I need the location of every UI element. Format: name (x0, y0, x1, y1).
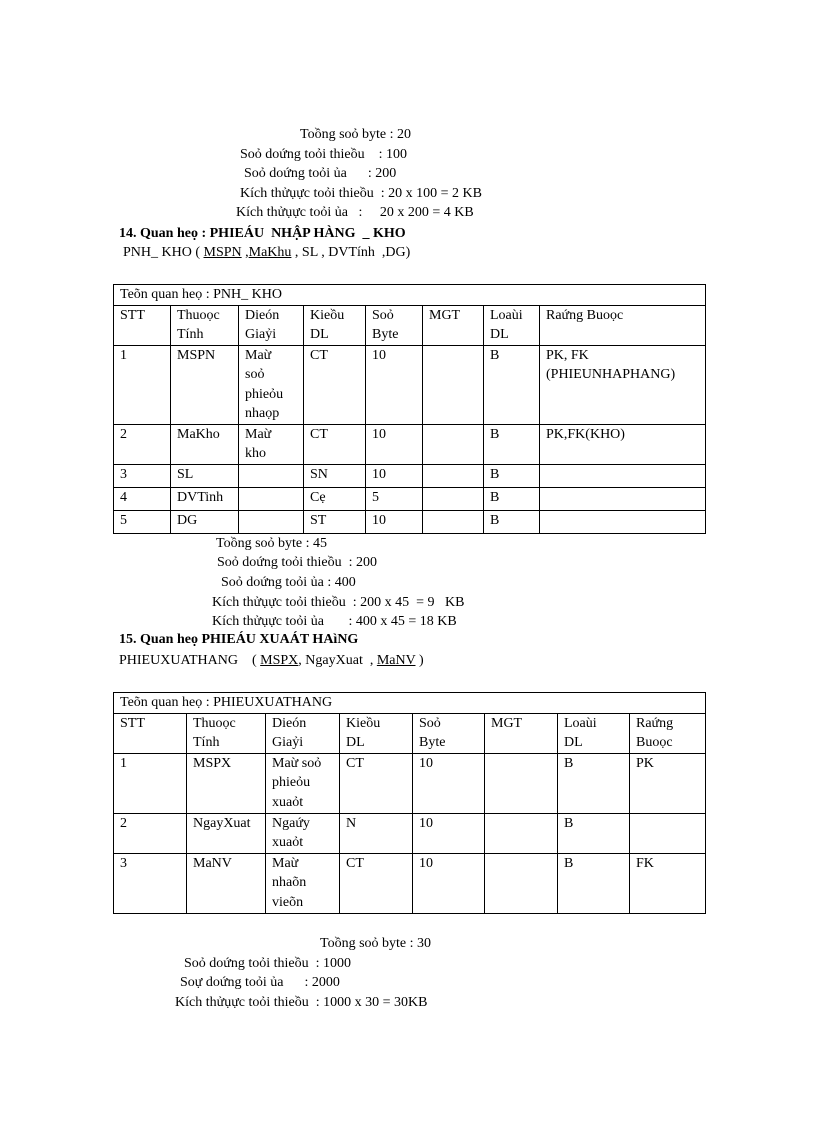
cell-desc (239, 487, 304, 510)
header-line: STT (120, 307, 145, 323)
header-line: Thuoọc (177, 307, 220, 323)
header-line: Soỏ (419, 715, 441, 731)
cell-dtype: B (484, 345, 540, 424)
cell-type: ST (304, 510, 366, 533)
header-line: MGT (491, 715, 523, 731)
cell-desc (266, 753, 340, 813)
total-bytes-14: Toồng soỏ byte : 45 (216, 536, 328, 551)
header-line: Buoọc (636, 735, 673, 750)
table-title: Teõn quan heọ : PHIEUXUATHANG (114, 693, 706, 714)
header-line: DL (346, 735, 365, 750)
cell-line: vieõn (272, 894, 304, 910)
cell-constraint (540, 510, 706, 533)
cell-stt: 1 (114, 753, 187, 813)
cell-bytes: 10 (366, 464, 423, 487)
cell-type: N (340, 813, 413, 853)
cell-attr: DVTinh (171, 487, 239, 510)
header-cell (114, 305, 171, 345)
cell-bytes: 10 (413, 853, 485, 913)
cell-line: Maừ (272, 855, 299, 871)
header-cell (423, 305, 484, 345)
header-cell (413, 713, 485, 753)
cell-stt: 3 (114, 853, 187, 913)
cell-type: CT (340, 853, 413, 913)
cell-line: soỏ (245, 367, 265, 382)
min-records-14: Soỏ doứng toỏi thieồu : 200 (217, 555, 378, 570)
section-15-schema: PHIEUXUATHANG ( MSPX, NgayXuat , MaNV ) (119, 653, 424, 668)
cell-mgt (423, 487, 484, 510)
cell-line: PK,FK(KHO) (546, 426, 625, 442)
min-records-13: Soỏ doứng toỏi thieồu : 100 (240, 147, 408, 162)
header-row (114, 713, 706, 753)
cell-line: Maừ (245, 347, 272, 363)
cell-line: Maừ (245, 426, 272, 442)
header-line: Giaỷi (245, 327, 277, 342)
header-line: Raứng Buoọc (546, 307, 624, 323)
max-records-14: Soỏ doứng toỏi ủa : 400 (221, 575, 356, 590)
total-bytes-15: Toồng soỏ byte : 30 (320, 936, 432, 951)
primary-key-makhu: MaKhu (248, 245, 292, 260)
header-line: Kieồu (310, 307, 345, 323)
table-row (114, 813, 706, 853)
cell-line: PK, FK (546, 347, 589, 363)
header-cell (171, 305, 239, 345)
cell-bytes: 5 (366, 487, 423, 510)
header-line: Dieón (245, 307, 280, 323)
header-line: DL (310, 327, 329, 342)
header-line: DL (490, 327, 509, 342)
cell-line: phieỏu (272, 775, 311, 790)
cell-mgt (485, 853, 558, 913)
cell-dtype: B (484, 464, 540, 487)
cell-desc (239, 510, 304, 533)
cell-type: Cẹ (304, 487, 366, 510)
header-line: DL (564, 735, 583, 750)
cell-bytes: 10 (413, 813, 485, 853)
cell-constraint (540, 345, 706, 424)
header-cell (340, 713, 413, 753)
cell-mgt (485, 813, 558, 853)
header-line: Byte (419, 735, 446, 750)
cell-mgt (423, 424, 484, 464)
cell-stt: 2 (114, 424, 171, 464)
cell-stt: 3 (114, 464, 171, 487)
cell-attr: MaNV (187, 853, 266, 913)
table-row (114, 487, 706, 510)
primary-key-mspx: MSPX (260, 653, 299, 668)
cell-mgt (423, 510, 484, 533)
cell-type: CT (340, 753, 413, 813)
cell-constraint (540, 424, 706, 464)
cell-desc (239, 345, 304, 424)
cell-line: xuaỏt (272, 794, 304, 810)
cell-attr: MSPN (171, 345, 239, 424)
cell-line: xuaỏt (272, 835, 304, 850)
cell-line: nhaọp (245, 406, 280, 421)
cell-line: (PHIEUNHAPHANG) (546, 367, 676, 382)
table-title: Teõn quan heọ : PNH_ KHO (114, 285, 706, 306)
cell-desc (266, 813, 340, 853)
header-line: Tính (177, 327, 204, 342)
min-size-14: Kích thửụực toỏi thieồu : 200 x 45 = 9 KB (212, 595, 465, 610)
header-line: Dieón (272, 715, 307, 731)
section-15-heading: 15. Quan heọ PHIEÁU XUAÁT HAìNG (119, 632, 359, 647)
section-14-schema: PNH_ KHO ( MSPN ,MaKhu , SL , DVTính ,DG) (123, 245, 411, 260)
header-cell (266, 713, 340, 753)
header-cell (540, 305, 706, 345)
header-cell (484, 305, 540, 345)
cell-stt: 4 (114, 487, 171, 510)
cell-mgt (423, 345, 484, 424)
header-line: Loaùi (564, 715, 597, 731)
header-cell (114, 713, 187, 753)
table-row (114, 510, 706, 533)
cell-line: phieỏu (245, 386, 284, 402)
min-size-15: Kích thửụực toỏi thieồu : 1000 x 30 = 30KB (175, 995, 428, 1010)
cell-dtype: B (558, 753, 630, 813)
header-cell (239, 305, 304, 345)
cell-attr: DG (171, 510, 239, 533)
max-records-13: Soỏ doứng toỏi ủa : 200 (244, 166, 397, 181)
foreign-key-manv: MaNV (376, 653, 416, 668)
header-line: MGT (429, 307, 461, 323)
cell-constraint (630, 753, 706, 813)
total-bytes-13: Toồng soỏ byte : 20 (300, 127, 412, 142)
cell-constraint (540, 464, 706, 487)
header-line: Loaùi (490, 307, 523, 323)
cell-dtype: B (484, 510, 540, 533)
cell-bytes: 10 (366, 424, 423, 464)
cell-mgt (485, 753, 558, 813)
header-cell (187, 713, 266, 753)
header-line: Soỏ (372, 307, 394, 323)
min-size-13: Kích thửụực toỏi thieồu : 20 x 100 = 2 KB (240, 186, 482, 201)
cell-constraint (540, 487, 706, 510)
cell-constraint (630, 813, 706, 853)
header-cell (558, 713, 630, 753)
header-line: Raứng (636, 715, 674, 731)
cell-stt: 1 (114, 345, 171, 424)
header-line: Tính (193, 735, 220, 750)
cell-attr: MSPX (187, 753, 266, 813)
cell-attr: NgayXuat (187, 813, 266, 853)
cell-line: FK (636, 855, 654, 871)
table-row (114, 464, 706, 487)
cell-line: Ngaứy (272, 815, 310, 831)
table-row (114, 753, 706, 813)
header-line: Thuoọc (193, 715, 236, 731)
cell-type: SN (304, 464, 366, 487)
cell-type: CT (304, 424, 366, 464)
max-size-14: Kích thửụực toỏi ủa : 400 x 45 = 18 KB (212, 614, 457, 629)
header-row (114, 305, 706, 345)
header-cell (304, 305, 366, 345)
cell-bytes: 10 (366, 510, 423, 533)
cell-stt: 2 (114, 813, 187, 853)
cell-dtype: B (484, 424, 540, 464)
cell-dtype: B (558, 813, 630, 853)
cell-desc (239, 424, 304, 464)
min-records-15: Soỏ doứng toỏi thieồu : 1000 (184, 956, 352, 971)
table-row (114, 345, 706, 424)
cell-desc (266, 853, 340, 913)
cell-desc (239, 464, 304, 487)
phieuxuathang-table (113, 692, 706, 914)
cell-line: kho (245, 446, 266, 461)
cell-line: PK (636, 755, 654, 771)
header-cell (630, 713, 706, 753)
cell-mgt (423, 464, 484, 487)
header-cell (366, 305, 423, 345)
cell-constraint (630, 853, 706, 913)
section-14-heading: 14. Quan heọ : PHIEÁU NHẬP HÀNG _ KHO (119, 226, 406, 241)
table-row (114, 424, 706, 464)
cell-attr: SL (171, 464, 239, 487)
cell-bytes: 10 (366, 345, 423, 424)
table-row (114, 853, 706, 913)
header-line: Byte (372, 327, 399, 342)
max-size-13: Kích thửụực toỏi ủa : 20 x 200 = 4 KB (236, 205, 474, 220)
cell-attr: MaKho (171, 424, 239, 464)
header-cell (485, 713, 558, 753)
primary-key-mspn: MSPN (203, 245, 242, 260)
cell-stt: 5 (114, 510, 171, 533)
cell-type: CT (304, 345, 366, 424)
max-records-15: Soự doứng toỏi ủa : 2000 (180, 975, 340, 990)
cell-dtype: B (484, 487, 540, 510)
header-line: STT (120, 715, 145, 731)
cell-line: Maừ soỏ (272, 755, 322, 771)
header-line: Kieồu (346, 715, 381, 731)
pnh-kho-table (113, 284, 706, 534)
header-line: Giaỷi (272, 735, 304, 750)
cell-bytes: 10 (413, 753, 485, 813)
cell-dtype: B (558, 853, 630, 913)
cell-line: nhaõn (272, 875, 307, 890)
